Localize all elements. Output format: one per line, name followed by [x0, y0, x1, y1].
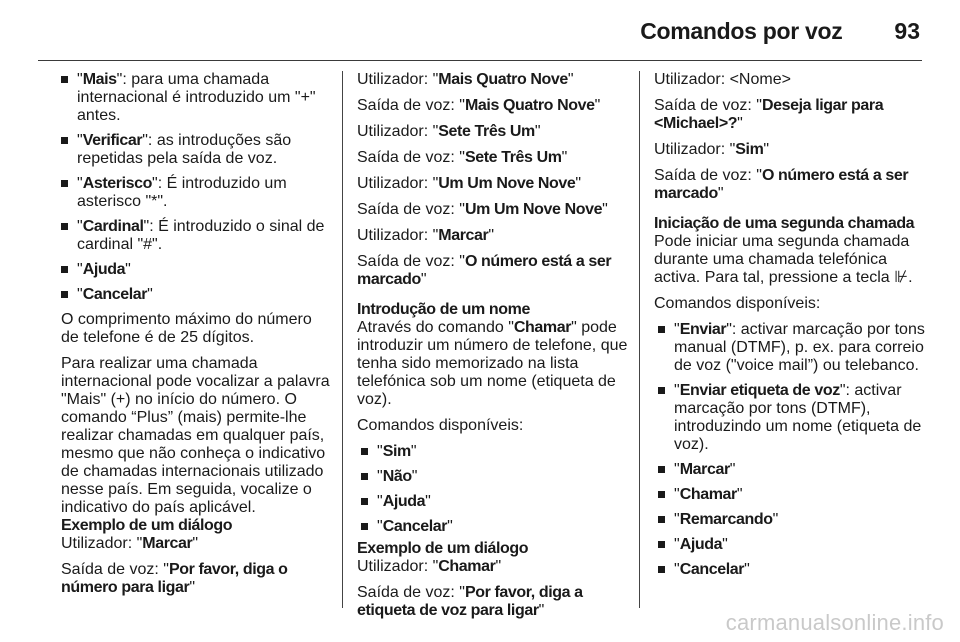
- watermark: carmanualsonline.info: [725, 610, 944, 635]
- dialog-line: Saída de voz: "Sete Três Um": [357, 149, 568, 166]
- bullet-square-icon: [61, 180, 68, 187]
- dialog-line: Saída de voz: "Deseja ligar para <Michael>?": [654, 97, 884, 132]
- list-item: "Não": [361, 468, 632, 486]
- section-heading: Exemplo de um diálogo: [61, 517, 233, 534]
- section-heading: Iniciação de uma segunda chamada: [654, 215, 915, 232]
- command-text: Enviar etiqueta de voz: [679, 382, 840, 399]
- command-text: Cardinal: [82, 218, 144, 235]
- paragraph-second-call: Pode iniciar uma segunda chamada durante uma chamada telefónica activa. Para tal, pressione a tecla ⊮.: [654, 233, 913, 286]
- page-number: 93: [894, 17, 920, 44]
- list-item: "Marcar": [658, 461, 929, 479]
- bullet-square-icon: [658, 566, 665, 573]
- bullet-square-icon: [658, 491, 665, 498]
- list-item: "Verificar": as introduções são repetidas pela saída de voz.: [61, 132, 331, 168]
- bullet-square-icon: [658, 541, 665, 548]
- bullet-square-icon: [61, 137, 68, 144]
- list-item: "Enviar etiqueta de voz": activar marcação por tons (DTMF), introduzindo um nome (etiqueta de voz).: [658, 382, 929, 454]
- command-text: Remarcando: [679, 511, 773, 528]
- dialog-line: Utilizador: "Mais Quatro Nove": [357, 71, 574, 88]
- column-2: [357, 71, 632, 628]
- column-divider: [639, 71, 640, 608]
- command-text: Ajuda: [679, 536, 723, 553]
- dialog-line: Saída de voz: "O número está a ser marcado": [357, 253, 612, 288]
- list-item: "Chamar": [658, 486, 929, 504]
- command-text: Chamar: [679, 486, 737, 503]
- dialog-line: Utilizador: "Sim": [654, 141, 770, 158]
- command-text: Cancelar: [679, 561, 745, 578]
- list-item: "Cancelar": [658, 561, 929, 579]
- column-divider: [342, 71, 343, 608]
- list-item: "Ajuda": [361, 493, 632, 511]
- dialog-line: Utilizador: "Marcar": [61, 535, 199, 552]
- dialog-line: Saída de voz: "Por favor, diga a etiqueta de voz para ligar": [357, 584, 583, 619]
- bullet-square-icon: [61, 266, 68, 273]
- phone-key-icon: ⊮: [894, 269, 909, 286]
- list-item: "Cancelar": [361, 518, 632, 536]
- column-3: [654, 71, 929, 586]
- bullet-square-icon: [658, 387, 665, 394]
- dialog-line: Utilizador: "Sete Três Um": [357, 123, 541, 140]
- command-text: Sim: [382, 443, 411, 460]
- dialog-line: Saída de voz: "Por favor, diga o número para ligar": [61, 561, 288, 596]
- bullet-square-icon: [361, 523, 368, 530]
- dialog-line: Saída de voz: "O número está a ser marcado": [654, 167, 909, 202]
- dialog-line: Utilizador: <Nome>: [654, 71, 791, 88]
- dialog-line: Saída de voz: "Mais Quatro Nove": [357, 97, 601, 114]
- command-text: Mais: [82, 71, 117, 88]
- section-heading: Exemplo de um diálogo: [357, 540, 529, 557]
- column-1: [61, 71, 331, 605]
- dialog-line: Saída de voz: "Um Um Nove Nove": [357, 201, 608, 218]
- command-text: Ajuda: [82, 261, 126, 278]
- bullet-square-icon: [361, 473, 368, 480]
- command-text: Verificar: [82, 132, 143, 149]
- bullet-square-icon: [658, 516, 665, 523]
- paragraph-name-entry: Através do comando "Chamar" pode introduzir um número de telefone, que tenha sido memorizado na lista telefónica sob um nome (etiqueta de voz).: [357, 319, 628, 408]
- list-item: "Ajuda": [658, 536, 929, 554]
- bullet-square-icon: [61, 76, 68, 83]
- page-title: Comandos por voz: [640, 17, 843, 44]
- command-text: Marcar: [679, 461, 730, 478]
- bullet-square-icon: [361, 498, 368, 505]
- command-text: Enviar: [679, 321, 727, 338]
- command-text: Cancelar: [382, 518, 448, 535]
- bullet-square-icon: [658, 326, 665, 333]
- bullet-square-icon: [61, 291, 68, 298]
- paragraph-international: Para realizar uma chamada internacional pode vocalizar a palavra "Mais" (+) no início do número. O comando “Plus” (mais) permite-lhe realizar chamadas em qualquer país, mesmo que não conheça o indicativo de chamadas internacionais utilizado nesse país. Em seguida, vocalize o indicativo do país aplicável.: [61, 355, 330, 516]
- dialog-line: Utilizador: "Chamar": [357, 558, 502, 575]
- list-item: "Asterisco": É introduzido um asterisco "*".: [61, 175, 331, 211]
- paragraph-max-length: O comprimento máximo do número de telefone é de 25 dígitos.: [61, 311, 312, 346]
- bullet-square-icon: [361, 448, 368, 455]
- command-text: Cancelar: [82, 286, 148, 303]
- bullet-square-icon: [658, 466, 665, 473]
- dialog-line: Utilizador: "Um Um Nove Nove": [357, 175, 582, 192]
- dialog-line: Utilizador: "Marcar": [357, 227, 495, 244]
- list-item: "Mais": para uma chamada internacional é introduzido um "+" antes.: [61, 71, 331, 125]
- command-text: Não: [382, 468, 412, 485]
- header-divider: [38, 60, 922, 61]
- section-heading: Introdução de um nome: [357, 301, 530, 318]
- list-item: "Cancelar": [61, 286, 331, 304]
- list-item: "Remarcando": [658, 511, 929, 529]
- available-commands-label: Comandos disponíveis:: [654, 295, 821, 312]
- list-item: "Sim": [361, 443, 632, 461]
- page-header: [640, 14, 920, 48]
- list-item: "Enviar": activar marcação por tons manual (DTMF), p. ex. para correio de voz ("voice mail”) ou telebanco.: [658, 321, 929, 375]
- command-text: Ajuda: [382, 493, 426, 510]
- command-text: Asterisco: [82, 175, 153, 192]
- available-commands-label: Comandos disponíveis:: [357, 417, 524, 434]
- list-item: "Ajuda": [61, 261, 331, 279]
- list-item: "Cardinal": É introduzido o sinal de cardinal "#".: [61, 218, 331, 254]
- bullet-square-icon: [61, 223, 68, 230]
